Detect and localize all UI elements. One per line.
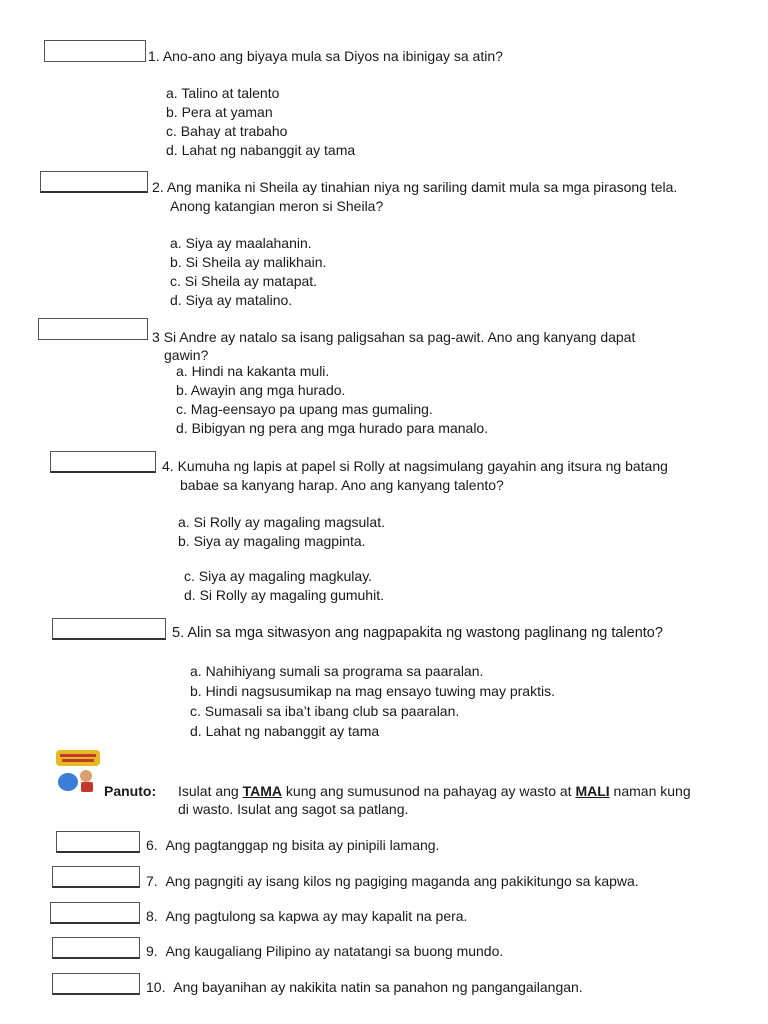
q4-option-a: a. Si Rolly ay magaling magsulat. [178, 514, 385, 530]
q4-option-c: c. Siya ay magaling magkulay. [184, 568, 373, 584]
item-number: 8. [146, 908, 158, 924]
q5-option-a: a. Nahihiyang sumali sa programa sa paaralan. [190, 663, 484, 679]
panuto-text: Isulat ang [178, 783, 243, 799]
tf-item-7 [146, 872, 639, 890]
question-3-line2: gawin? [164, 347, 209, 363]
item-number: 6. [146, 837, 158, 853]
q2-option-d: d. Siya ay matalino. [170, 292, 293, 308]
answer-box-6[interactable] [56, 831, 140, 853]
question-number: 4. [162, 458, 174, 474]
answer-box-2[interactable] [40, 171, 148, 193]
q4-option-d: d. Si Rolly ay magaling gumuhit. [184, 587, 384, 603]
tf-item-8 [146, 907, 467, 925]
q3-option-d: d. Bibigyan ng pera ang mga hurado para manalo. [176, 420, 489, 436]
answer-box-7[interactable] [52, 866, 140, 888]
question-text-line1: Kumuha ng lapis at papel si Rolly at nagsimulang gayahin ang itsura ng batang [177, 458, 668, 474]
question-number: 3 [152, 329, 160, 345]
answer-box-4[interactable] [50, 451, 156, 473]
q2-option-a: a. Siya ay maalahanin. [170, 235, 312, 251]
question-text-line1: Si Andre ay natalo sa isang paligsahan sa pag-awit. Ano ang kanyang dapat [163, 329, 636, 345]
question-4 [162, 457, 668, 475]
question-4-line2: babae sa kanyang harap. Ano ang kanyang talento? [180, 477, 504, 493]
question-2 [152, 178, 677, 196]
badge-banner [56, 750, 100, 766]
q2-option-b: b. Si Sheila ay malikhain. [170, 254, 327, 270]
kalarong-badge-icon [54, 748, 102, 794]
tf-item-10 [146, 978, 583, 996]
tf-item-6 [146, 836, 439, 854]
q3-option-b: b. Awayin ang mga hurado. [176, 382, 346, 398]
q5-option-d: d. Lahat ng nabanggit ay tama [190, 723, 380, 739]
badge-body [81, 782, 93, 792]
answer-box-5[interactable] [52, 618, 166, 640]
question-text: Alin sa mga sitwasyon ang nagpapakita ng wastong paglinang ng talento? [187, 625, 663, 641]
tf-item-9 [146, 942, 503, 960]
q1-option-a: a. Talino at talento [166, 85, 280, 101]
answer-box-8[interactable] [50, 902, 140, 924]
q1-option-b: b. Pera at yaman [166, 104, 273, 120]
item-text: Ang pagtanggap ng bisita ay pinipili lamang. [165, 837, 440, 853]
item-text: Ang pagtulong sa kapwa ay may kapalit na pera. [165, 908, 468, 924]
question-number: 5. [172, 625, 185, 641]
answer-box-3[interactable] [38, 318, 148, 340]
question-text-line1: Ang manika ni Sheila ay tinahian niya ng sariling damit mula sa mga pirasong tela. [166, 179, 678, 195]
item-text: Ang bayanihan ay nakikita natin sa panahon ng pangangailangan. [173, 979, 583, 995]
answer-box-1[interactable] [44, 40, 146, 62]
q4-option-b: b. Siya ay magaling magpinta. [178, 533, 366, 549]
q1-option-c: c. Bahay at trabaho [166, 123, 288, 139]
q5-option-b: b. Hindi nagsusumikap na mag ensayo tuwing may praktis. [190, 683, 555, 699]
badge-figure [58, 773, 78, 791]
question-text: Ano-ano ang biyaya mula sa Diyos na ibinigay sa atin? [162, 48, 503, 64]
badge-face [80, 770, 92, 782]
badge-stripe [62, 759, 94, 762]
panuto-text: kung ang sumusunod na pahayag ay wasto at [282, 783, 576, 799]
panuto-line2: di wasto. Isulat ang sagot sa patlang. [178, 801, 409, 817]
panuto-line1 [178, 782, 691, 800]
q5-option-c: c. Sumasali sa iba’t ibang club sa paaralan. [190, 703, 460, 719]
panuto-tama: TAMA [242, 783, 283, 799]
item-text: Ang pagngiti ay isang kilos ng pagiging maganda ang pakikitungo sa kapwa. [165, 873, 639, 889]
question-1 [148, 47, 503, 65]
item-number: 10. [146, 979, 166, 995]
answer-box-10[interactable] [52, 973, 140, 995]
panuto-label: Panuto: [104, 783, 157, 799]
q3-option-c: c. Mag-eensayo pa upang mas gumaling. [176, 401, 433, 417]
q1-option-d: d. Lahat ng nabanggit ay tama [166, 142, 356, 158]
q3-option-a: a. Hindi na kakanta muli. [176, 363, 330, 379]
question-number: 1. [148, 48, 160, 64]
question-5 [172, 624, 663, 642]
question-number: 2. [152, 179, 164, 195]
item-number: 9. [146, 943, 158, 959]
panuto-mali: MALI [575, 783, 610, 799]
badge-stripe [60, 754, 96, 757]
item-number: 7. [146, 873, 158, 889]
item-text: Ang kaugaliang Pilipino ay natatangi sa buong mundo. [165, 943, 504, 959]
question-2-line2: Anong katangian meron si Sheila? [170, 198, 384, 214]
panuto-text: naman kung [609, 783, 691, 799]
q2-option-c: c. Si Sheila ay matapat. [170, 273, 318, 289]
answer-box-9[interactable] [52, 937, 140, 959]
question-3 [152, 328, 635, 346]
